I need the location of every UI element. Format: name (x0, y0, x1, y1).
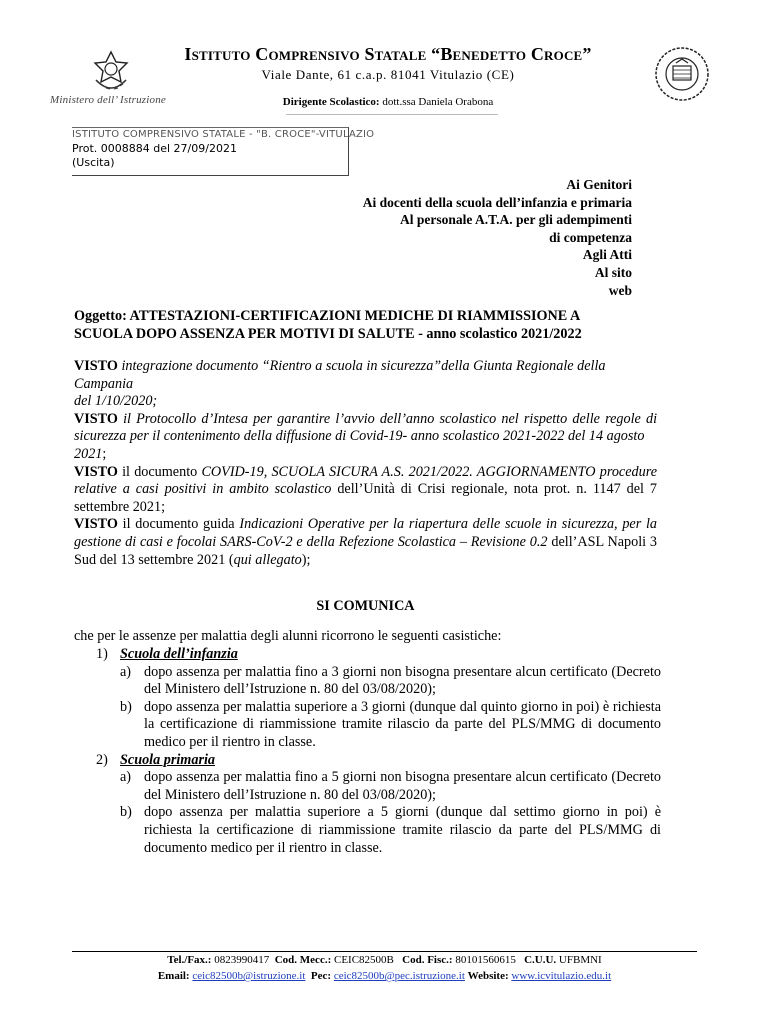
list-section (96, 752, 661, 770)
footer-label: Cod. Fisc.: (402, 954, 453, 966)
visto-paragraph (74, 411, 657, 464)
visto-text: il documento guida (122, 516, 235, 533)
section-title: Scuola dell’infanzia (120, 646, 238, 662)
italian-republic-emblem-icon (92, 50, 130, 94)
item-text: dopo assenza per malattia superiore a 5 giorni (dunque dal settimo giorno in poi) è richiesta la certificazione di riammissione tramite rilascio da parte del PLS/MMG di documento medico per il rientro in classe. (144, 804, 661, 856)
intro-text: che per le assenze per malattia degli alunni ricorrono le seguenti casistiche: (74, 628, 502, 644)
visto-label: VISTO (74, 358, 118, 374)
recipient-line: Agli Atti (582, 247, 632, 263)
school-name: Istituto Comprensivo Statale “Benedetto Croce” (184, 44, 592, 64)
cases-list (96, 646, 661, 857)
visto-paragraph (74, 516, 657, 569)
footer-label: C.U.U. (524, 954, 557, 966)
visto-paragraph (74, 358, 657, 411)
visto-text: il Protocollo d’Intesa per garantire l’avvio dell’anno scolastico nel rispetto delle regole di sicurezza per il contenimento della diffusione di Covid-19- anno scolastico 2021-2022 del 14 agosto (74, 410, 658, 445)
visto-document-title: COVID-19, SCUOLA SICURA A.S. 2021/2022. AGGIORNAMENTO procedure relative a casi positivi in ambito scolastico (74, 463, 658, 498)
visto-label: VISTO (74, 463, 118, 480)
visto-paragraph (74, 464, 657, 517)
item-text: dopo assenza per malattia fino a 5 giorni non bisogna presentare alcun certificato (Decreto del Ministero dell’Istruzione n. 80 del 03/08/2020); (144, 769, 661, 803)
recipient-line: Al sito (594, 264, 632, 280)
visto-attachment-note: qui allegato (233, 551, 302, 568)
protocol-number: Prot. 0008884 del 27/09/2021 (72, 142, 237, 155)
visto-punct: ; (102, 445, 107, 462)
visto-year: 2021 (74, 445, 103, 462)
director-label: Dirigente Scolastico: (282, 96, 380, 108)
director-divider (286, 114, 498, 115)
list-section (96, 646, 661, 664)
item-text: dopo assenza per malattia fino a 3 giorni non bisogna presentare alcun certificato (Decreto del Ministero dell’Istruzione n. 80 del 03/08/2020); (144, 663, 661, 698)
visto-punct: ); (301, 551, 311, 568)
recipient-line: Ai docenti della scuola dell’infanzia e primaria (362, 194, 632, 210)
footer-divider (72, 951, 697, 952)
visto-label: VISTO (74, 516, 118, 533)
recipient-line: Al personale A.T.A. per gli adempimenti (400, 212, 632, 228)
item-letter: a) (120, 769, 132, 786)
si-comunica-heading: SI COMUNICA (316, 598, 415, 614)
item-text: dopo assenza per malattia superiore a 3 giorni (dunque dal quinto giorno in poi) è richiesta la certificazione di riammissione tramite rilascio da parte del PLS/MMG di documento medico per il rientro in classe. (144, 698, 661, 750)
list-item (96, 699, 661, 752)
list-item (96, 664, 661, 699)
section-title: Scuola primaria (120, 751, 215, 768)
footer-cuu-code: UFBMNI (558, 954, 602, 966)
footer-phone: 0823990417 (214, 954, 270, 966)
list-item (96, 769, 661, 804)
visto-text: integrazione documento “Rientro a scuola in sicurezza”della Giunta Regionale della Campania (74, 358, 606, 392)
footer-codes (72, 954, 697, 966)
section-number: 1) (96, 646, 108, 662)
protocol-stamp (72, 127, 375, 176)
school-address: Viale Dante, 61 c.a.p. 81041 Vitulazio (CE) (261, 67, 515, 82)
recipient-line: Ai Genitori (566, 177, 632, 192)
recipient-line: web (608, 282, 632, 298)
school-seal-icon (654, 46, 710, 102)
visto-text: dell’ASL Napoli 3 Sud del 13 settembre 2021 ( (74, 533, 658, 568)
footer-label: Website: (467, 970, 509, 982)
visto-section (74, 358, 657, 569)
list-item (96, 804, 661, 857)
pec-link[interactable]: ceic82500b@pec.istruzione.it (333, 970, 465, 982)
subject (74, 308, 657, 343)
director-line (128, 96, 648, 108)
recipients-block (212, 176, 632, 299)
item-letter: b) (120, 698, 132, 715)
item-letter: a) (120, 663, 132, 680)
subject-line: SCUOLA DOPO ASSENZA PER MOTIVI DI SALUTE - anno scolastico 2021/2022 (74, 325, 582, 342)
footer-label: Pec: (310, 970, 332, 982)
footer-label: Cod. Mecc.: (274, 954, 332, 966)
subject-line: Oggetto: ATTESTAZIONI-CERTIFICAZIONI MEDICHE DI RIAMMISSIONE A (74, 308, 581, 324)
visto-text: dell’Unità di Crisi regionale, nota prot. n. 1147 del 7 settembre 2021; (74, 481, 658, 515)
visto-document-title: Indicazioni Operative per la riapertura delle scuole in sicurezza, per la gestione di casi e focolai SARS-CoV-2 e della Refezione Scolastica – Revisione 0.2 (74, 516, 658, 550)
item-letter: b) (120, 804, 132, 821)
footer-label: Email: (157, 970, 190, 982)
footer-fiscal-code: 80101560615 (455, 954, 516, 966)
email-link[interactable]: ceic82500b@istruzione.it (192, 970, 306, 982)
visto-text: il documento (122, 463, 198, 480)
director-name: dott.ssa Daniela Orabona (382, 96, 494, 108)
ministry-label: Ministero dell’ Istruzione (50, 94, 167, 106)
section-number: 2) (96, 751, 108, 768)
visto-date: del 1/10/2020; (74, 393, 158, 410)
website-link[interactable]: www.icvitulazio.edu.it (511, 970, 612, 982)
footer-label: Tel./Fax.: (167, 954, 212, 966)
protocol-issuer: ISTITUTO COMPRENSIVO STATALE - "B. CROCE"-VITULAZIO (72, 129, 375, 140)
protocol-direction: (Uscita) (72, 156, 115, 169)
visto-label: VISTO (74, 410, 118, 427)
recipient-line: di competenza (549, 229, 632, 245)
footer-contacts (72, 970, 697, 982)
footer-mecc-code: CEIC82500B (334, 954, 394, 966)
